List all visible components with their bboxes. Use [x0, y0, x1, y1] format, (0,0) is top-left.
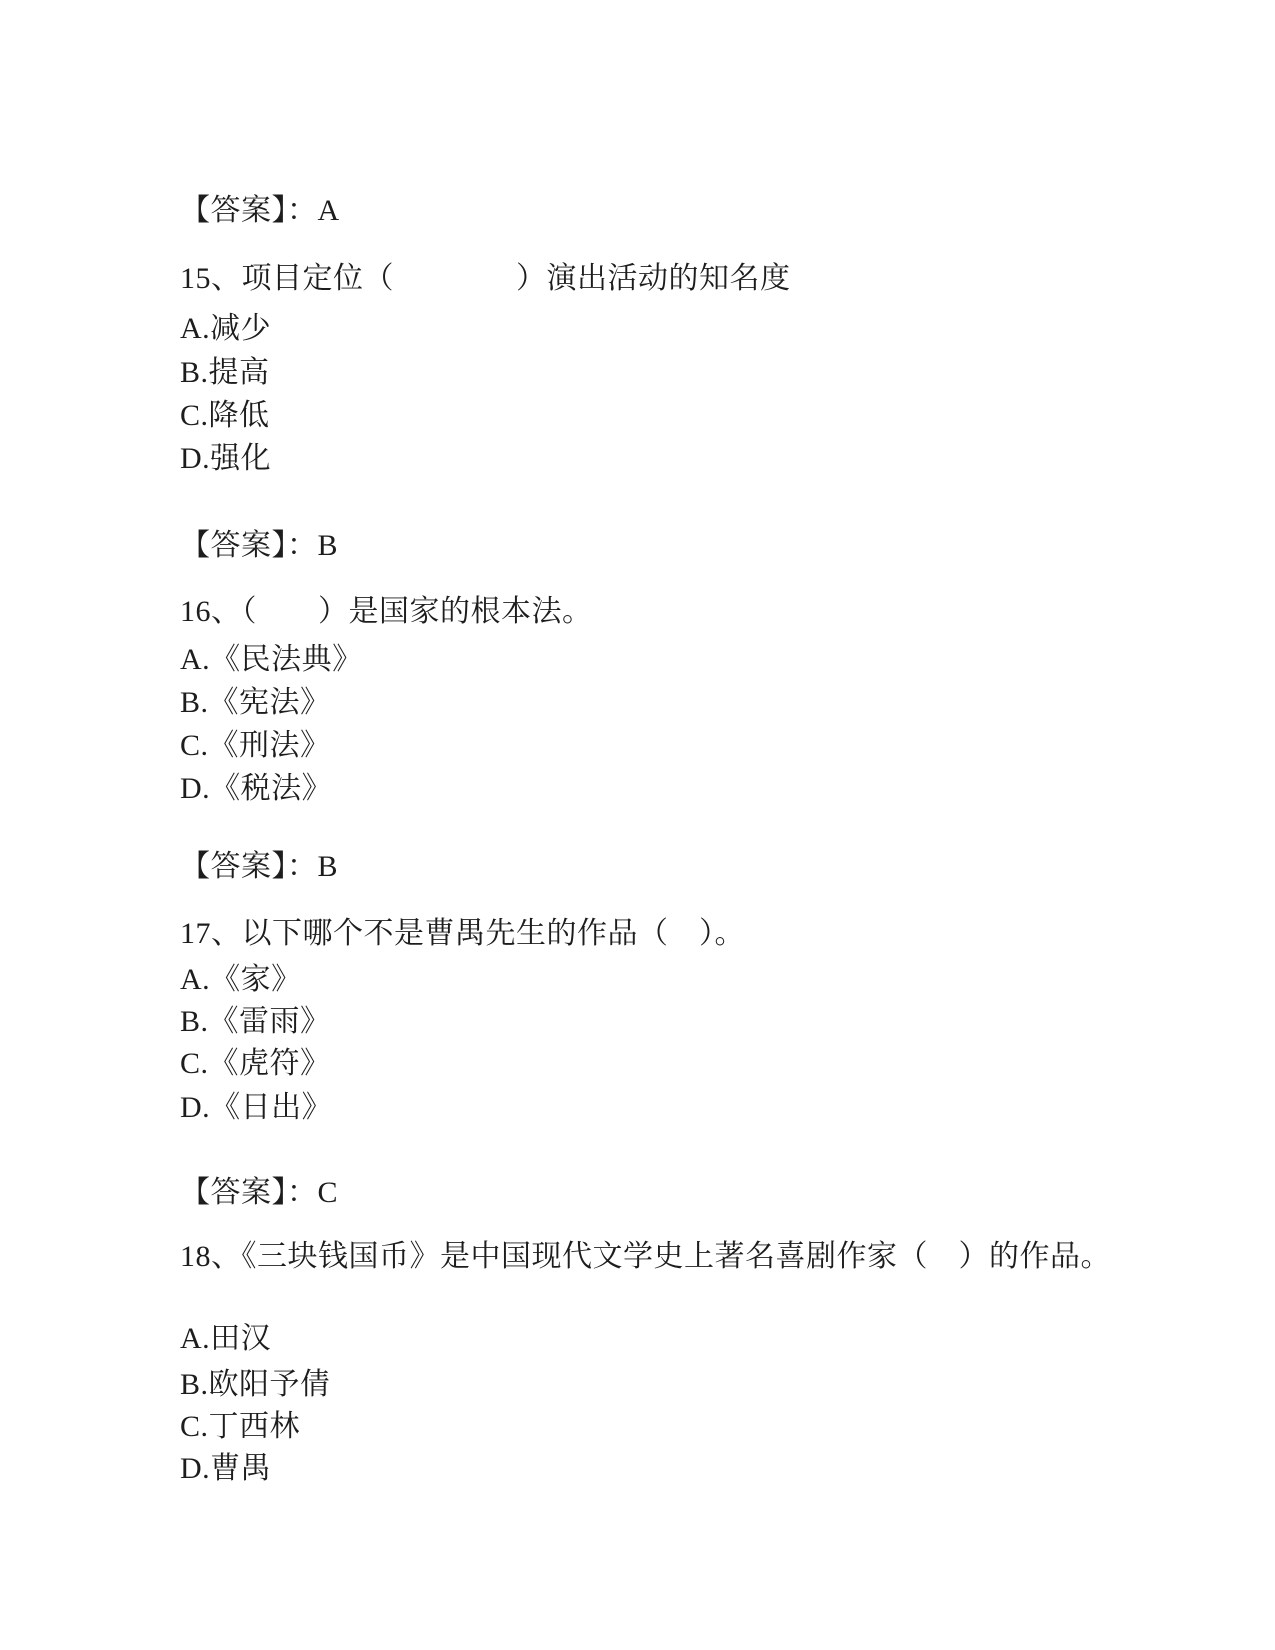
answer-line-q14: 【答案】：A [180, 194, 340, 227]
answer-line-q16: 【答案】：B [180, 850, 339, 883]
question-18-prompt: 18、《三块钱国币》是中国现代文学史上著名喜剧作家（ ）的作品。 [180, 1240, 1111, 1273]
question-16-option-d: D.《税法》 [180, 772, 333, 805]
question-16-option-b: B.《宪法》 [180, 686, 331, 719]
question-18-option-a: A.田汉 [180, 1322, 272, 1355]
question-15-option-b: B.提高 [180, 356, 270, 389]
question-16-option-a: A.《民法典》 [180, 643, 363, 676]
answer-line-q17: 【答案】：C [180, 1176, 339, 1209]
question-17-option-d: D.《日出》 [180, 1091, 333, 1124]
question-17-option-c: C.《虎符》 [180, 1047, 331, 1080]
question-16-option-c: C.《刑法》 [180, 729, 331, 762]
question-15-option-a: A.减少 [180, 312, 272, 345]
question-15-option-d: D.强化 [180, 442, 272, 475]
answer-line-q15: 【答案】：B [180, 529, 339, 562]
question-16-prompt: 16、（ ）是国家的根本法。 [180, 595, 593, 628]
question-17-prompt: 17、以下哪个不是曹禺先生的作品（ ）。 [180, 917, 745, 950]
question-17-option-a: A.《家》 [180, 963, 302, 996]
question-15-prompt: 15、项目定位（ ）演出活动的知名度 [180, 262, 791, 295]
question-18-option-d: D.曹禺 [180, 1452, 272, 1485]
question-17-option-b: B.《雷雨》 [180, 1005, 331, 1038]
question-15-option-c: C.降低 [180, 399, 270, 432]
question-18-option-c: C.丁西林 [180, 1410, 301, 1443]
question-18-option-b: B.欧阳予倩 [180, 1368, 331, 1401]
